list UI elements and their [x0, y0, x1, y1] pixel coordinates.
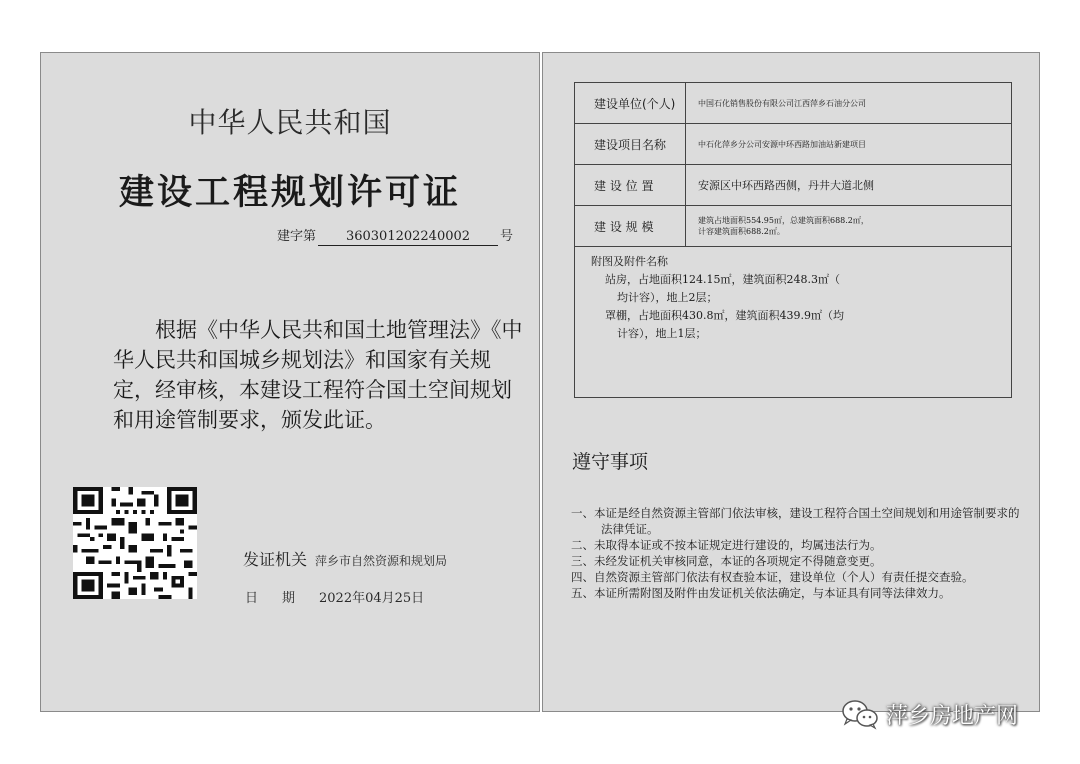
scale-line-2: 计容建筑面积688.2㎡。	[698, 227, 785, 236]
date-label: 日期	[245, 591, 320, 606]
row-value	[686, 206, 1011, 246]
issue-date	[245, 587, 424, 606]
certificate-title: 建设工程规划许可证	[118, 173, 461, 213]
attachments-section	[575, 247, 1011, 397]
date-value: 2022年04月25日	[319, 591, 425, 606]
issuer-value: 萍乡市自然资源和规划局	[315, 554, 448, 568]
watermark-text: 萍乡房地产网	[886, 703, 1019, 729]
legal-basis-paragraph: 根据《中华人民共和国土地管理法》《中华人民共和国城乡规划法》和国家有关规定，经审核，本建设工程符合国土空间规划和用途管制要求，颁发此证。	[113, 318, 523, 432]
attachment-line: 计容），地上1层；	[617, 327, 707, 340]
table-row	[575, 165, 1011, 206]
rule-item: 一、本证是经自然资源主管部门依法审核，建设工程符合国土空间规划和用途管制要求的法律凭证。	[571, 506, 1020, 536]
row-label: 建设项目名称	[575, 124, 686, 164]
rule-item: 二、未取得本证或不按本证规定进行建设的，均属违法行为。	[571, 538, 882, 552]
certificate-number-line	[277, 225, 513, 246]
certificate-left-page	[40, 52, 540, 712]
attachments-heading: 附图及附件名称	[591, 255, 668, 268]
rule-item: 三、未经发证机关审核同意，本证的各项规定不得随意变更。	[571, 554, 882, 568]
row-value: 中石化萍乡分公司安源中环西路加油站新建项目	[698, 139, 866, 149]
attachment-line: 罩棚，占地面积430.8㎡，建筑面积439.9㎡（均	[605, 309, 844, 322]
table-row	[575, 206, 1011, 247]
scale-line-1: 建筑占地面积554.95㎡，总建筑面积688.2㎡，	[698, 216, 869, 225]
attachment-line: 站房，占地面积124.15㎡，建筑面积248.3㎡（	[605, 273, 840, 286]
source-watermark	[840, 697, 1018, 731]
attachment-line: 均计容），地上2层；	[617, 291, 718, 304]
project-info-table	[574, 82, 1012, 398]
rule-item: 五、本证所需附图及附件由发证机关依法确定，与本证具有同等法律效力。	[571, 586, 951, 600]
wechat-icon	[840, 697, 880, 731]
qr-code-icon	[73, 487, 197, 599]
rules-list	[571, 505, 1021, 601]
cert-prefix: 建字第	[277, 229, 317, 244]
issuing-authority	[243, 547, 447, 570]
row-value: 中国石化销售股份有限公司江西萍乡石油分公司	[698, 98, 866, 108]
rules-title: 遵守事项	[572, 451, 649, 473]
row-label: 建设单位(个人)	[575, 83, 686, 123]
rule-item: 四、自然资源主管部门依法有权查验本证，建设单位（个人）有责任提交查验。	[571, 570, 974, 584]
list-item	[591, 271, 995, 307]
row-label: 建 设 规 模	[575, 206, 686, 246]
list-item	[591, 307, 995, 343]
certificate-right-page	[542, 52, 1040, 712]
issuer-label: 发证机关	[243, 550, 308, 569]
cert-suffix: 号	[500, 229, 514, 244]
table-row	[575, 124, 1011, 165]
certificate-number: 360301202240002	[318, 229, 498, 246]
row-value: 安源区中环西路西侧，丹井大道北侧	[698, 178, 874, 192]
country-name: 中华人民共和国	[188, 106, 392, 139]
row-label: 建 设 位 置	[575, 165, 686, 205]
table-row	[575, 83, 1011, 124]
